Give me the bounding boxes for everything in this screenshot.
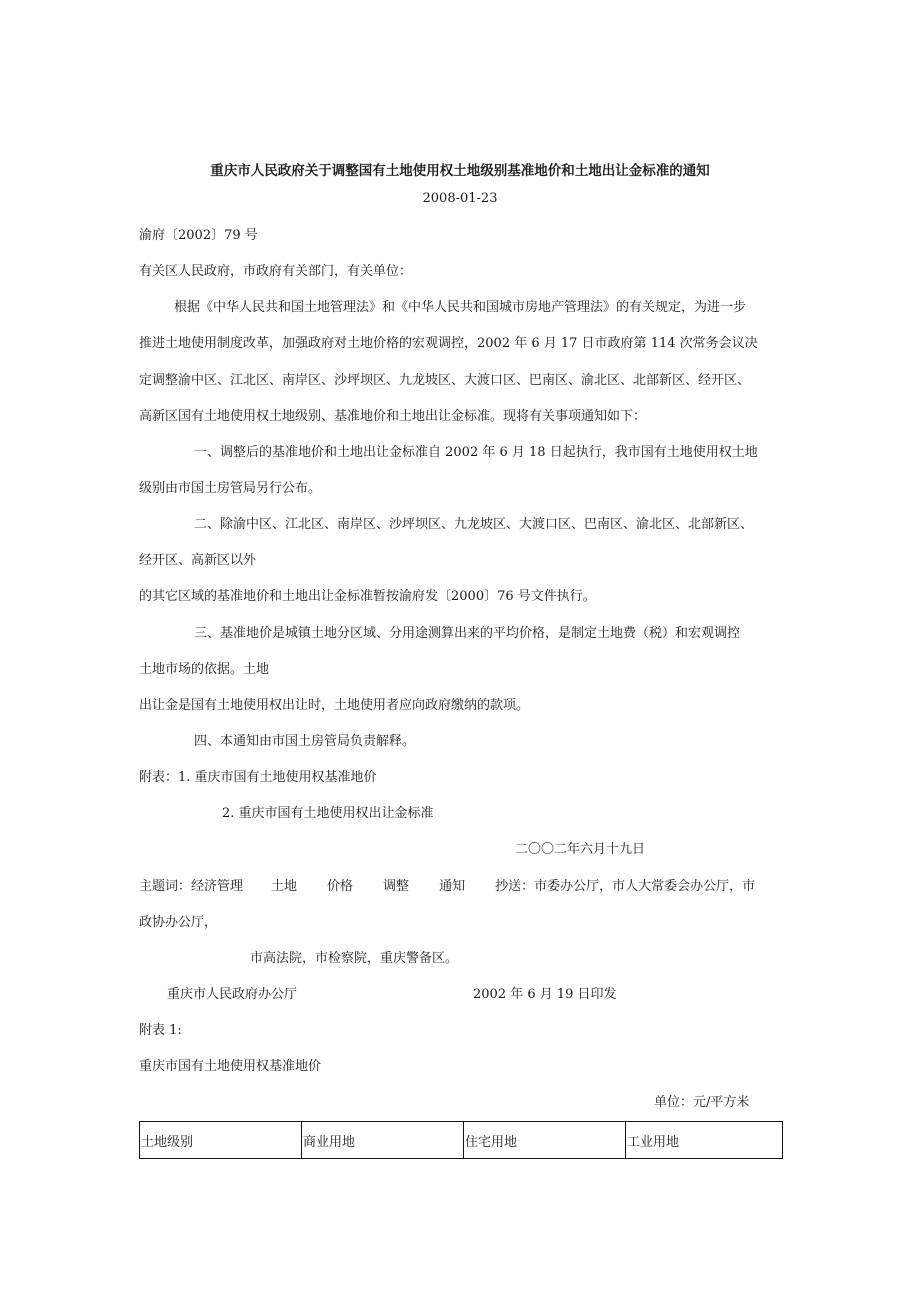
document-title: 重庆市人民政府关于调整国有土地使用权土地级别基准地价和土地出让金标准的通知 (210, 163, 710, 179)
subject-keyword: 通知 (439, 879, 466, 894)
subject-keyword: 调整 (383, 879, 410, 894)
intro-line: 高新区国有土地使用权土地级别、基准地价和土地出让金标准。现将有关事项通知如下： (139, 409, 647, 424)
item-2-line: 的其它区域的基准地价和土地出让金标准暂按渝府发〔2000〕76 号文件执行。 (139, 589, 596, 604)
subject-keyword: 价格 (327, 879, 354, 894)
table-header-cell: 土地级别 (140, 1122, 302, 1159)
item-2-line: 经开区、高新区以外 (139, 553, 257, 568)
subject-words (139, 878, 755, 896)
item-2-line: 二、除渝中区、江北区、南岸区、沙坪坝区、九龙坡区、大渡口区、巴南区、渝北区、北部新区、 (194, 517, 754, 532)
cc-continued: 政协办公厅， (139, 915, 218, 930)
sign-date: 二〇〇二年六月十九日 (515, 842, 646, 857)
attachment-line-1: 附表：1. 重庆市国有土地使用权基准地价 (139, 770, 377, 785)
table-header-cell: 商业用地 (302, 1122, 464, 1159)
cc-list: 抄送：市委办公厅，市人大常委会办公厅，市 (495, 879, 756, 894)
item-3-line: 三、基准地价是城镇土地分区域、分用途测算出来的平均价格，是制定土地费（税）和宏观调控 (194, 626, 741, 641)
intro-line: 根据《中华人民共和国土地管理法》和《中华人民共和国城市房地产管理法》的有关规定，为进一步 (174, 300, 747, 315)
publish-date: 2008-01-23 (422, 191, 498, 206)
subject-keyword: 土地 (271, 879, 298, 894)
item-3-line: 出让金是国有土地使用权出让时，土地使用者应向政府缴纳的款项。 (139, 698, 530, 713)
table-header-cell: 住宅用地 (464, 1122, 626, 1159)
item-4: 四、本通知由市国土房管局负责解释。 (194, 734, 416, 749)
addressee: 有关区人民政府，市政府有关部门，有关单位： (139, 264, 413, 279)
table-header-cell: 工业用地 (626, 1122, 783, 1159)
table-header-row (140, 1122, 783, 1159)
cc-continued: 市高法院，市检察院，重庆警备区。 (250, 951, 459, 966)
item-1-line: 级别由市国土房管局另行公布。 (139, 481, 322, 496)
item-1-line: 一、调整后的基准地价和土地出让金标准自 2002 年 6 月 18 日起执行，我市国有土地使用权土地 (194, 445, 758, 460)
subject-label: 主题词：经济管理 (139, 879, 244, 894)
intro-line: 定调整渝中区、江北区、南岸区、沙坪坝区、九龙坡区、大渡口区、巴南区、渝北区、北部新区、经开区、 (139, 373, 751, 388)
land-price-table (139, 1121, 783, 1159)
attachment-line-2: 2. 重庆市国有土地使用权出让金标准 (222, 806, 434, 821)
issuer: 重庆市人民政府办公厅 (167, 987, 298, 1002)
intro-line: 推进土地使用制度改革，加强政府对土地价格的宏观调控，2002 年 6 月 17 日市政府第 114 次常务会议决 (139, 336, 758, 351)
unit-label: 单位：元/平方米 (654, 1095, 750, 1110)
appendix-title: 重庆市国有土地使用权基准地价 (139, 1059, 322, 1074)
doc-number: 渝府〔2002〕79 号 (139, 228, 258, 243)
appendix-label: 附表 1: (139, 1023, 182, 1038)
item-3-line: 土地市场的依据。土地 (139, 662, 270, 677)
print-date: 2002 年 6 月 19 日印发 (473, 987, 617, 1002)
